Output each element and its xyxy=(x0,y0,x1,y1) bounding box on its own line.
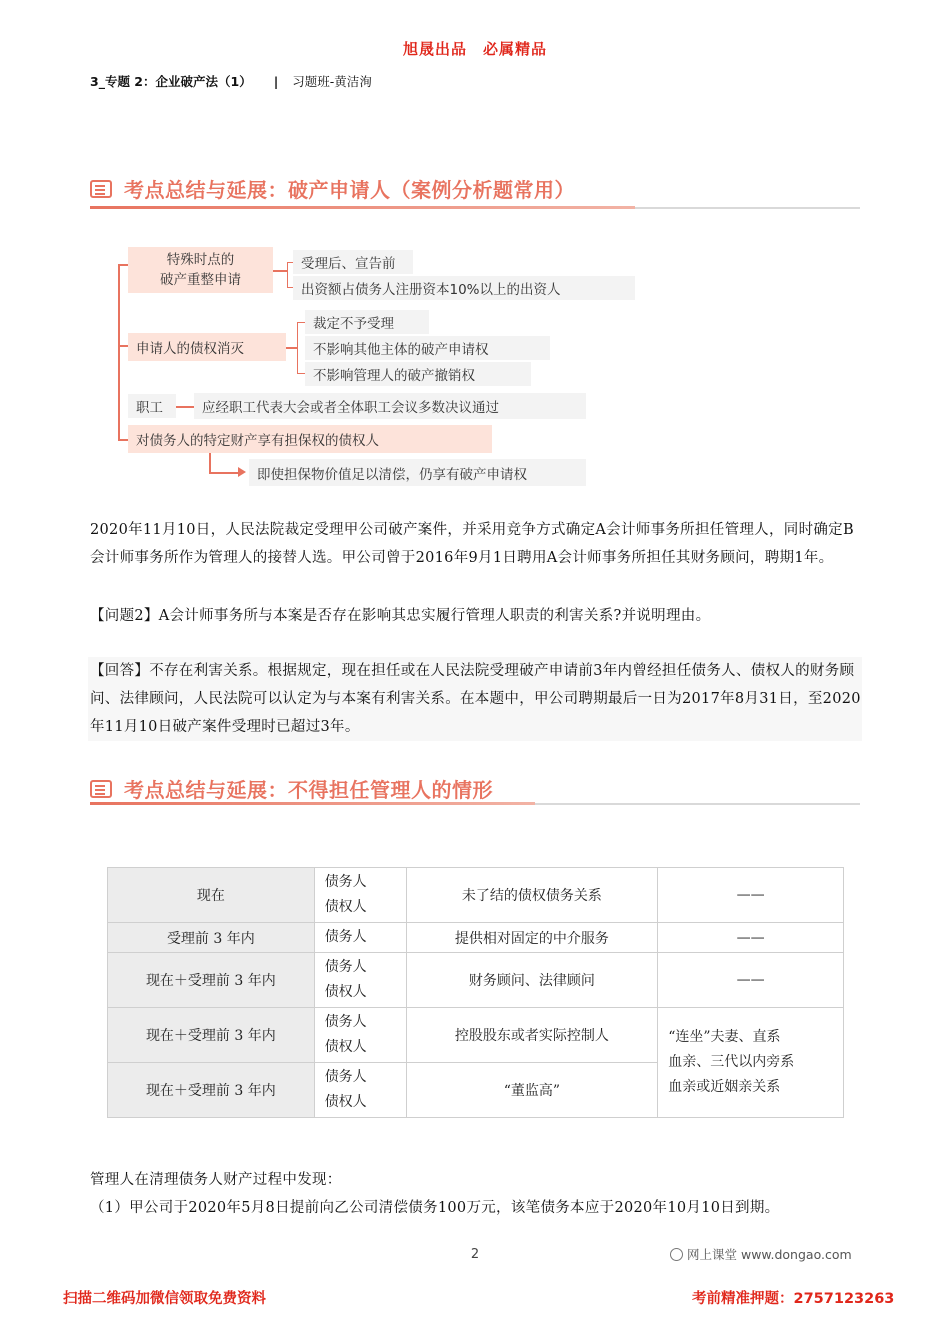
page-number: 2 xyxy=(470,1247,480,1262)
course-header xyxy=(90,72,372,90)
party-label: 债权人 xyxy=(324,1094,367,1110)
cell-note: —— xyxy=(658,923,844,953)
section1-heading xyxy=(90,174,575,203)
notes-icon xyxy=(90,180,112,198)
finding-item-1: （1）甲公司于2020年5月8日提前向乙公司清偿债务100万元，该笔债务本应于2020年10月10日到期。 xyxy=(90,1200,780,1216)
course-separator: | xyxy=(273,74,279,89)
cell-merged-note xyxy=(658,1008,844,1118)
party-label: 债务人 xyxy=(324,1069,367,1085)
brand-text: 网上课堂 www.dongao.com xyxy=(687,1247,852,1262)
case-paragraph: 2020年11月10日，人民法院裁定受理甲公司破产案件，并采用竞争方式确定A会计师事务所担任管理人，同时确定B会计师事务所作为管理人的接替人选。甲公司曾于2016年9月1日聘用A会计师事务所担任其财务顾问，聘期1年。 xyxy=(90,522,854,566)
party-label: 债权人 xyxy=(324,984,367,1000)
cell-party xyxy=(314,868,406,923)
mindmap-leaf: 受理后、宣告前 xyxy=(293,250,413,274)
mindmap-link xyxy=(273,270,287,272)
promo-left: 扫描二维码加微信领取免费资料 xyxy=(63,1291,266,1307)
mindmap-branch xyxy=(118,345,128,347)
cell-party xyxy=(314,953,406,1008)
party-label: 债务人 xyxy=(324,959,367,975)
case-question: 【问题2】A会计师事务所与本案是否存在影响其忠实履行管理人职责的利害关系?并说明理由。 xyxy=(90,608,711,624)
table-row xyxy=(108,1008,844,1063)
brand-logo-icon xyxy=(670,1248,683,1261)
disqualification-table xyxy=(107,867,844,1118)
mindmap-branch xyxy=(118,264,128,266)
section2-title: 考点总结与延展：不得担任管理人的情形 xyxy=(124,778,493,802)
case-answer: 【回答】不存在利害关系。根据规定，现在担任或在人民法院受理破产申请前3年内曾经担任债务人、债权人的财务顾问、法律顾问，人民法院可以认定为与本案有利害关系。在本题中，甲公司聘期最后一日为2017年8月31日，至2020年11月10日破产案件受理时已超过3年。 xyxy=(90,663,861,735)
mindmap-trunk xyxy=(118,264,120,440)
node-label: 特殊时点的 xyxy=(166,252,235,268)
mindmap-link xyxy=(176,406,194,408)
cell-relation: 提供相对固定的中介服务 xyxy=(406,923,658,953)
mindmap-node-claim-extinguished: 申请人的债权消灭 xyxy=(128,333,286,361)
party-label: 债权人 xyxy=(324,1039,367,1055)
cell-time: 现在＋受理前 3 年内 xyxy=(108,1008,315,1063)
mindmap-node-secured-creditor: 对债务人的特定财产享有担保权的债权人 xyxy=(128,425,492,453)
party-label: 债务人 xyxy=(324,874,367,890)
cell-note: —— xyxy=(658,953,844,1008)
course-teacher: 习题班-黄洁洵 xyxy=(292,74,372,89)
mindmap-link xyxy=(209,453,211,472)
arrow-right-icon xyxy=(238,467,246,477)
promo-right: 考前精准押题：2757123263 xyxy=(692,1291,895,1307)
mindmap-node-employees: 职工 xyxy=(128,394,176,418)
cell-relation: 财务顾问、法律顾问 xyxy=(406,953,658,1008)
party-label: 债权人 xyxy=(324,899,367,915)
mindmap-branch xyxy=(118,439,128,441)
cell-relation: “董监高” xyxy=(406,1063,658,1118)
cell-time: 受理前 3 年内 xyxy=(108,923,315,953)
section2-heading xyxy=(90,774,493,803)
top-banner: 旭晟出品 必属精品 xyxy=(402,40,547,58)
brand-footer xyxy=(670,1245,852,1263)
party-label: 债务人 xyxy=(324,929,367,945)
cell-time: 现在＋受理前 3 年内 xyxy=(108,953,315,1008)
cell-party xyxy=(314,1063,406,1118)
finding-intro: 管理人在清理债务人财产过程中发现： xyxy=(90,1172,342,1188)
notes-icon xyxy=(90,780,112,798)
course-title: 3_专题 2：企业破产法（1） xyxy=(90,74,252,89)
cell-party xyxy=(314,923,406,953)
mindmap-leaf: 裁定不予受理 xyxy=(305,310,429,334)
note-line: “连坐”夫妻、直系 xyxy=(668,1029,781,1045)
party-label: 债务人 xyxy=(324,1014,367,1030)
mindmap-leaf: 应经职工代表大会或者全体职工会议多数决议通过 xyxy=(194,393,586,419)
section1-title: 考点总结与延展：破产申请人（案例分析题常用） xyxy=(124,178,575,202)
mindmap-leaf: 即使担保物价值足以清偿，仍享有破产申请权 xyxy=(249,459,586,486)
cell-time: 现在 xyxy=(108,868,315,923)
mindmap-leaf: 不影响其他主体的破产申请权 xyxy=(305,336,550,360)
mindmap-link xyxy=(209,472,241,474)
section1-divider-accent xyxy=(90,206,635,209)
mindmap-bracket xyxy=(297,322,305,374)
mindmap-leaf: 不影响管理人的破产撤销权 xyxy=(305,362,531,386)
mindmap-leaf: 出资额占债务人注册资本10%以上的出资人 xyxy=(293,276,635,300)
cell-time: 现在＋受理前 3 年内 xyxy=(108,1063,315,1118)
table-row xyxy=(108,868,844,923)
table-row xyxy=(108,923,844,953)
section2-divider-accent xyxy=(90,802,535,805)
node-label: 破产重整申请 xyxy=(160,272,241,288)
table-row xyxy=(108,953,844,1008)
cell-party xyxy=(314,1008,406,1063)
cell-note: —— xyxy=(658,868,844,923)
mindmap-node-special-timing xyxy=(128,247,273,293)
note-line: 血亲、三代以内旁系 xyxy=(668,1054,795,1070)
cell-relation: 控股股东或者实际控制人 xyxy=(406,1008,658,1063)
note-line: 血亲或近姻亲关系 xyxy=(668,1079,781,1095)
cell-relation: 未了结的债权债务关系 xyxy=(406,868,658,923)
